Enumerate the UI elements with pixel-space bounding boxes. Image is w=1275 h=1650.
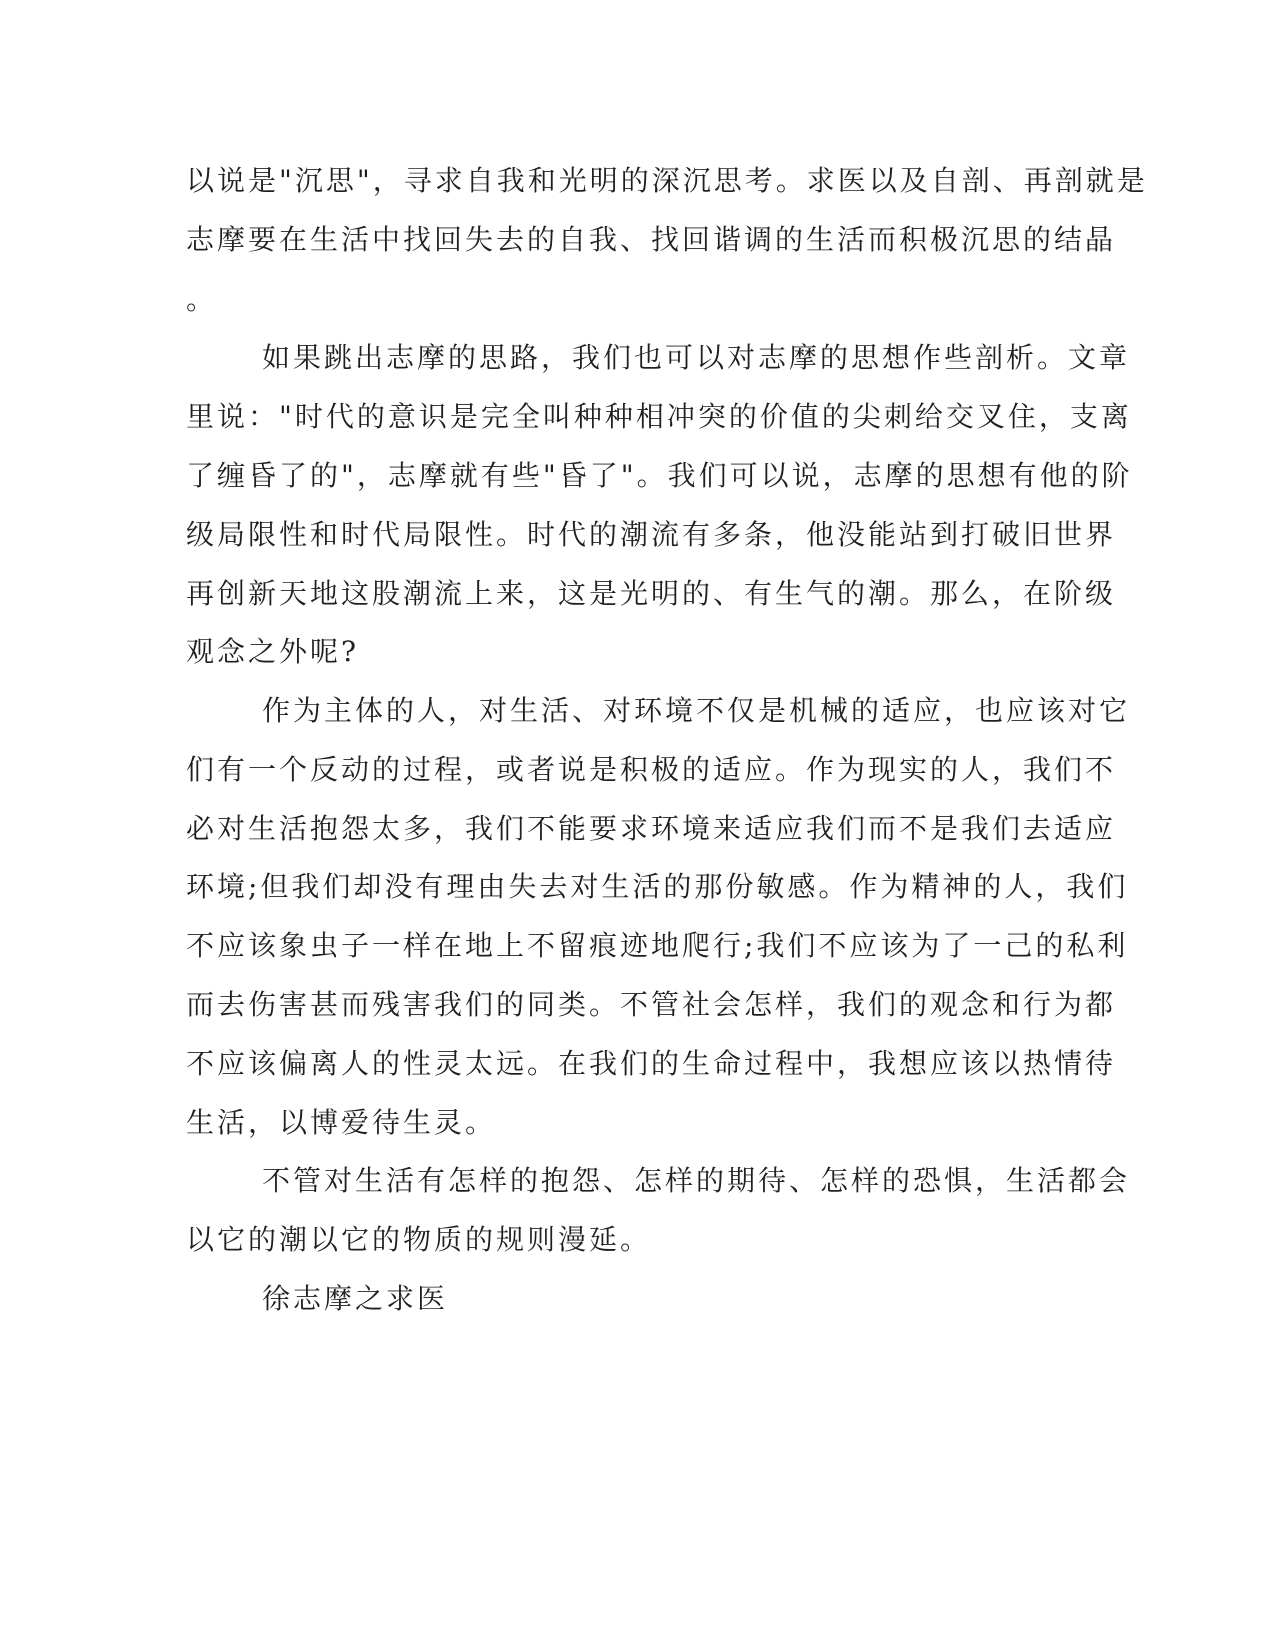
paragraph-first-line: 作为主体的人，对生活、对环境不仅是机械的适应，也应该对它: [262, 694, 1131, 727]
text-line: 志摩要在生活中找回失去的自我、找回谐调的生活而积极沉思的结晶: [186, 223, 1117, 256]
text-line: 以它的潮以它的物质的规则漫延。: [186, 1223, 652, 1256]
text-line: 以说是"沉思"，寻求自我和光明的深沉思考。求医以及自剖、再剖就是: [186, 164, 1148, 197]
text-line: 不应该偏离人的性灵太远。在我们的生命过程中，我想应该以热情待: [186, 1047, 1117, 1080]
text-line: 观念之外呢?: [186, 635, 360, 668]
text-line: 们有一个反动的过程，或者说是积极的适应。作为现实的人，我们不: [186, 753, 1117, 786]
section-title: 徐志摩之求医: [262, 1282, 449, 1315]
text-line: 而去伤害甚而残害我们的同类。不管社会怎样，我们的观念和行为都: [186, 988, 1117, 1021]
text-line: 生活，以博爱待生灵。: [186, 1106, 497, 1139]
paragraph-first-line: 不管对生活有怎样的抱怨、怎样的期待、怎样的恐惧，生活都会: [262, 1164, 1131, 1197]
paragraph-first-line: 如果跳出志摩的思路，我们也可以对志摩的思想作些剖析。文章: [262, 341, 1131, 374]
text-line: 了缠昏了的"，志摩就有些"昏了"。我们可以说，志摩的思想有他的阶: [186, 459, 1133, 492]
text-line: 不应该象虫子一样在地上不留痕迹地爬行;我们不应该为了一己的私利: [186, 929, 1129, 962]
text-line: 级局限性和时代局限性。时代的潮流有多条，他没能站到打破旧世界: [186, 518, 1117, 551]
text-line: 环境;但我们却没有理由失去对生活的那份敏感。作为精神的人，我们: [186, 870, 1129, 903]
text-line: 里说："时代的意识是完全叫种种相冲突的价值的尖刺给交叉住，支离: [186, 400, 1132, 433]
text-line: 。: [186, 283, 218, 316]
text-line: 必对生活抱怨太多，我们不能要求环境来适应我们而不是我们去适应: [186, 812, 1117, 845]
text-line: 再创新天地这股潮流上来，这是光明的、有生气的潮。那么，在阶级: [186, 577, 1117, 610]
